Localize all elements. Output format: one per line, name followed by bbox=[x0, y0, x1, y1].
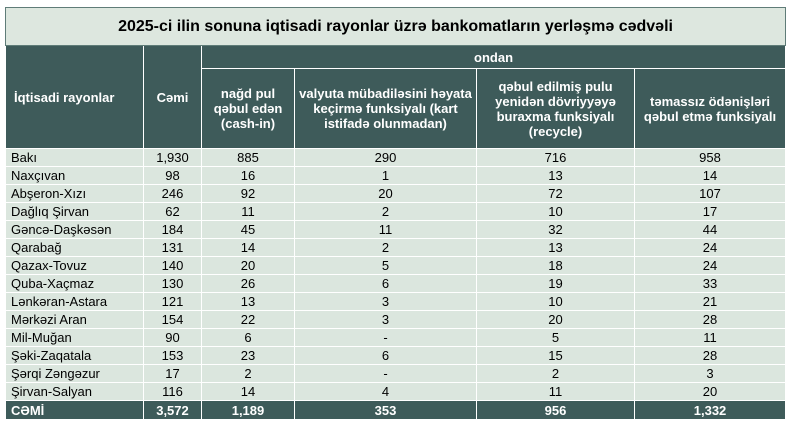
table-row bbox=[6, 347, 786, 365]
table-row bbox=[6, 167, 786, 185]
cell-contactless: 14 bbox=[635, 167, 786, 185]
summary-row bbox=[6, 401, 786, 420]
cell-exchange: 3 bbox=[295, 293, 477, 311]
cell-total: 184 bbox=[144, 221, 202, 239]
cell-cash-in: 2 bbox=[202, 365, 295, 383]
summary-contactless: 1,332 bbox=[635, 401, 786, 420]
cell-region: Mərkəzi Aran bbox=[6, 311, 144, 329]
cell-recycle: 32 bbox=[477, 221, 635, 239]
cell-recycle: 20 bbox=[477, 311, 635, 329]
cell-cash-in: 20 bbox=[202, 257, 295, 275]
cell-region: Dağlıq Şirvan bbox=[6, 203, 144, 221]
table-row bbox=[6, 293, 786, 311]
atm-table-container bbox=[5, 7, 785, 420]
cell-recycle: 13 bbox=[477, 167, 635, 185]
cell-contactless: 11 bbox=[635, 329, 786, 347]
cell-recycle: 19 bbox=[477, 275, 635, 293]
cell-region: Şəki-Zaqatala bbox=[6, 347, 144, 365]
cell-exchange: 6 bbox=[295, 275, 477, 293]
cell-region: Qarabağ bbox=[6, 239, 144, 257]
cell-contactless: 28 bbox=[635, 311, 786, 329]
cell-region: Naxçıvan bbox=[6, 167, 144, 185]
table-row bbox=[6, 329, 786, 347]
cell-total: 17 bbox=[144, 365, 202, 383]
cell-recycle: 5 bbox=[477, 329, 635, 347]
cell-total: 1,930 bbox=[144, 149, 202, 167]
cell-region: Quba-Xaçmaz bbox=[6, 275, 144, 293]
cell-region: Şirvan-Salyan bbox=[6, 383, 144, 401]
table-row bbox=[6, 185, 786, 203]
cell-region: Mil-Muğan bbox=[6, 329, 144, 347]
summary-exchange: 353 bbox=[295, 401, 477, 420]
cell-total: 154 bbox=[144, 311, 202, 329]
table-row bbox=[6, 257, 786, 275]
cell-cash-in: 92 bbox=[202, 185, 295, 203]
cell-total: 153 bbox=[144, 347, 202, 365]
cell-region: Bakı bbox=[6, 149, 144, 167]
cell-total: 130 bbox=[144, 275, 202, 293]
cell-region: Şərqi Zəngəzur bbox=[6, 365, 144, 383]
cell-contactless: 17 bbox=[635, 203, 786, 221]
cell-exchange: 2 bbox=[295, 239, 477, 257]
cell-region: Abşeron-Xızı bbox=[6, 185, 144, 203]
cell-contactless: 24 bbox=[635, 239, 786, 257]
header-total: Cəmi bbox=[144, 46, 202, 149]
summary-total: 3,572 bbox=[144, 401, 202, 420]
cell-contactless: 44 bbox=[635, 221, 786, 239]
cell-total: 98 bbox=[144, 167, 202, 185]
cell-cash-in: 16 bbox=[202, 167, 295, 185]
cell-recycle: 11 bbox=[477, 383, 635, 401]
cell-recycle: 18 bbox=[477, 257, 635, 275]
cell-recycle: 13 bbox=[477, 239, 635, 257]
cell-cash-in: 14 bbox=[202, 383, 295, 401]
cell-exchange: 6 bbox=[295, 347, 477, 365]
header-contactless: təmassız ödənişləri qəbul etmə funksiyalı bbox=[635, 69, 786, 149]
cell-recycle: 716 bbox=[477, 149, 635, 167]
cell-cash-in: 13 bbox=[202, 293, 295, 311]
cell-cash-in: 14 bbox=[202, 239, 295, 257]
cell-total: 131 bbox=[144, 239, 202, 257]
table-row bbox=[6, 365, 786, 383]
cell-total: 246 bbox=[144, 185, 202, 203]
cell-recycle: 10 bbox=[477, 293, 635, 311]
header-recycle: qəbul edilmiş pulu yenidən dövriyyəyə buraxma funksiyalı (recycle) bbox=[477, 69, 635, 149]
cell-recycle: 10 bbox=[477, 203, 635, 221]
cell-cash-in: 23 bbox=[202, 347, 295, 365]
cell-exchange: 2 bbox=[295, 203, 477, 221]
table-row bbox=[6, 239, 786, 257]
cell-contactless: 20 bbox=[635, 383, 786, 401]
cell-contactless: 958 bbox=[635, 149, 786, 167]
cell-recycle: 2 bbox=[477, 365, 635, 383]
cell-exchange: 4 bbox=[295, 383, 477, 401]
cell-contactless: 33 bbox=[635, 275, 786, 293]
cell-exchange: 3 bbox=[295, 311, 477, 329]
table-row bbox=[6, 149, 786, 167]
cell-exchange: - bbox=[295, 365, 477, 383]
cell-exchange: 1 bbox=[295, 167, 477, 185]
cell-total: 90 bbox=[144, 329, 202, 347]
cell-cash-in: 22 bbox=[202, 311, 295, 329]
cell-contactless: 24 bbox=[635, 257, 786, 275]
cell-total: 116 bbox=[144, 383, 202, 401]
cell-region: Qazax-Tovuz bbox=[6, 257, 144, 275]
cell-total: 140 bbox=[144, 257, 202, 275]
cell-contactless: 3 bbox=[635, 365, 786, 383]
cell-cash-in: 45 bbox=[202, 221, 295, 239]
cell-contactless: 28 bbox=[635, 347, 786, 365]
cell-contactless: 107 bbox=[635, 185, 786, 203]
header-region: İqtisadi rayonlar bbox=[6, 46, 144, 149]
cell-exchange: 5 bbox=[295, 257, 477, 275]
cell-exchange: - bbox=[295, 329, 477, 347]
cell-cash-in: 6 bbox=[202, 329, 295, 347]
cell-exchange: 290 bbox=[295, 149, 477, 167]
summary-cash-in: 1,189 bbox=[202, 401, 295, 420]
cell-region: Gəncə-Daşkəsən bbox=[6, 221, 144, 239]
header-currency-exchange: valyuta mübadiləsini həyata keçirmə funksiyalı (kart istifadə olunmadan) bbox=[295, 69, 477, 149]
cell-total: 121 bbox=[144, 293, 202, 311]
cell-total: 62 bbox=[144, 203, 202, 221]
cell-cash-in: 11 bbox=[202, 203, 295, 221]
table-title: 2025-ci ilin sonuna iqtisadi rayonlar üzrə bankomatların yerləşmə cədvəli bbox=[6, 8, 786, 46]
cell-recycle: 15 bbox=[477, 347, 635, 365]
cell-contactless: 21 bbox=[635, 293, 786, 311]
summary-recycle: 956 bbox=[477, 401, 635, 420]
cell-cash-in: 26 bbox=[202, 275, 295, 293]
cell-recycle: 72 bbox=[477, 185, 635, 203]
table-row bbox=[6, 221, 786, 239]
table-row bbox=[6, 275, 786, 293]
header-ondan: ondan bbox=[202, 46, 786, 69]
summary-label: CƏMİ bbox=[6, 401, 144, 420]
atm-distribution-table bbox=[5, 7, 786, 420]
header-cash-in: nağd pul qəbul edən (cash-in) bbox=[202, 69, 295, 149]
cell-exchange: 20 bbox=[295, 185, 477, 203]
table-row bbox=[6, 311, 786, 329]
table-row bbox=[6, 383, 786, 401]
cell-cash-in: 885 bbox=[202, 149, 295, 167]
cell-exchange: 11 bbox=[295, 221, 477, 239]
cell-region: Lənkəran-Astara bbox=[6, 293, 144, 311]
table-row bbox=[6, 203, 786, 221]
